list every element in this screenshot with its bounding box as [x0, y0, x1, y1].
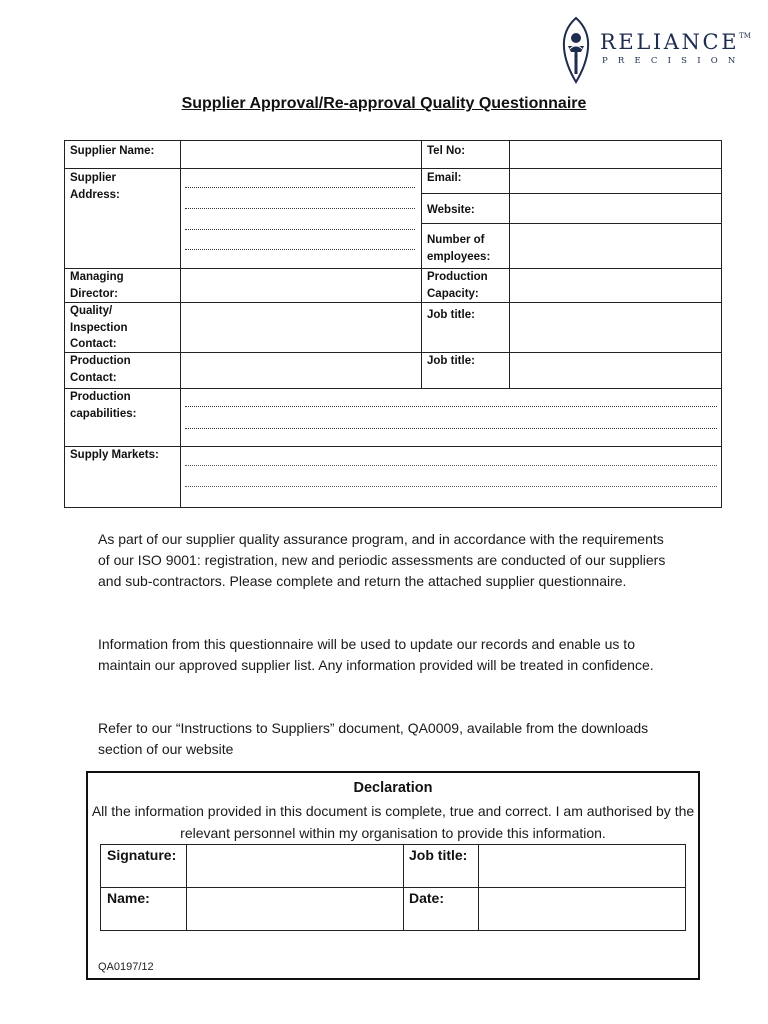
declaration-heading: Declaration: [353, 780, 433, 796]
signature-field[interactable]: [186, 844, 404, 888]
address-line-2[interactable]: [185, 208, 415, 209]
name-field[interactable]: [186, 887, 404, 931]
production-capabilities-label: Production capabilities:: [70, 391, 137, 420]
email-field[interactable]: [509, 168, 722, 194]
document-code: QA0197/12: [98, 961, 154, 973]
supply-markets-line-2[interactable]: [185, 486, 717, 487]
supplier-address-label: Supplier Address:: [70, 172, 120, 201]
name-label: Name:: [107, 890, 150, 906]
website-label: Website:: [427, 204, 475, 216]
address-line-4[interactable]: [185, 249, 415, 250]
employees-label: Number of employees:: [427, 234, 491, 263]
quality-contact-label: Quality/ Inspection Contact:: [70, 305, 128, 350]
brand-name: RELIANCE™: [600, 30, 751, 54]
address-line-3[interactable]: [185, 229, 415, 230]
supply-markets-field[interactable]: [180, 446, 722, 508]
production-capacity-field[interactable]: [509, 268, 722, 303]
tel-no-label: Tel No:: [427, 145, 466, 157]
address-line-1[interactable]: [185, 187, 415, 188]
managing-director-field[interactable]: [180, 268, 422, 303]
capabilities-line-1[interactable]: [185, 406, 717, 407]
brand-subline: PRECISION: [602, 56, 746, 66]
declaration-text: All the information provided in this document is complete, true and correct. I am authorised by the relevant personnel within my organisation to provide this information.: [91, 803, 695, 841]
quality-job-title-field[interactable]: [509, 302, 722, 353]
date-label: Date:: [409, 890, 445, 906]
managing-director-label: Managing Director:: [70, 271, 124, 300]
decl-job-title-label: Job title:: [409, 847, 468, 863]
date-field[interactable]: [478, 887, 686, 931]
supplier-name-label: Supplier Name:: [70, 145, 155, 157]
page-title: Supplier Approval/Re-approval Quality Questionnaire: [181, 95, 587, 112]
production-job-title-field[interactable]: [509, 352, 722, 389]
supplier-address-field[interactable]: [180, 168, 422, 269]
production-contact-label: Production Contact:: [70, 355, 131, 384]
email-label: Email:: [427, 172, 462, 184]
decl-job-title-field[interactable]: [478, 844, 686, 888]
website-field[interactable]: [509, 193, 722, 224]
production-job-title-label: Job title:: [427, 355, 475, 367]
production-capacity-label: Production Capacity:: [427, 271, 488, 300]
quality-job-title-label: Job title:: [427, 309, 475, 321]
instructions-paragraph: Refer to our “Instructions to Suppliers” document, QA0009, available from the downloads section of our website: [98, 720, 649, 757]
tel-no-field[interactable]: [509, 140, 722, 169]
supply-markets-label: Supply Markets:: [70, 449, 159, 461]
signature-label: Signature:: [107, 847, 177, 863]
intro-paragraph: As part of our supplier quality assurance program, and in accordance with the requirements of our ISO 9001: registration, new and periodic assessments are conducted of our suppliers and sub-contractors. Please complete and return the attached supplier questionnaire.: [98, 531, 666, 589]
supplier-name-field[interactable]: [180, 140, 422, 169]
confidentiality-paragraph: Information from this questionnaire will be used to update our records and enable us to maintain our approved supplier list. Any information provided will be treated in confidence.: [98, 636, 654, 673]
employees-field[interactable]: [509, 223, 722, 269]
capabilities-line-2[interactable]: [185, 428, 717, 429]
supply-markets-line-1[interactable]: [185, 465, 717, 466]
reliance-logo-icon: [561, 16, 591, 84]
brand-trademark: TM: [739, 32, 751, 40]
quality-contact-field[interactable]: [180, 302, 422, 353]
production-contact-field[interactable]: [180, 352, 422, 389]
production-capabilities-field[interactable]: [180, 388, 722, 447]
